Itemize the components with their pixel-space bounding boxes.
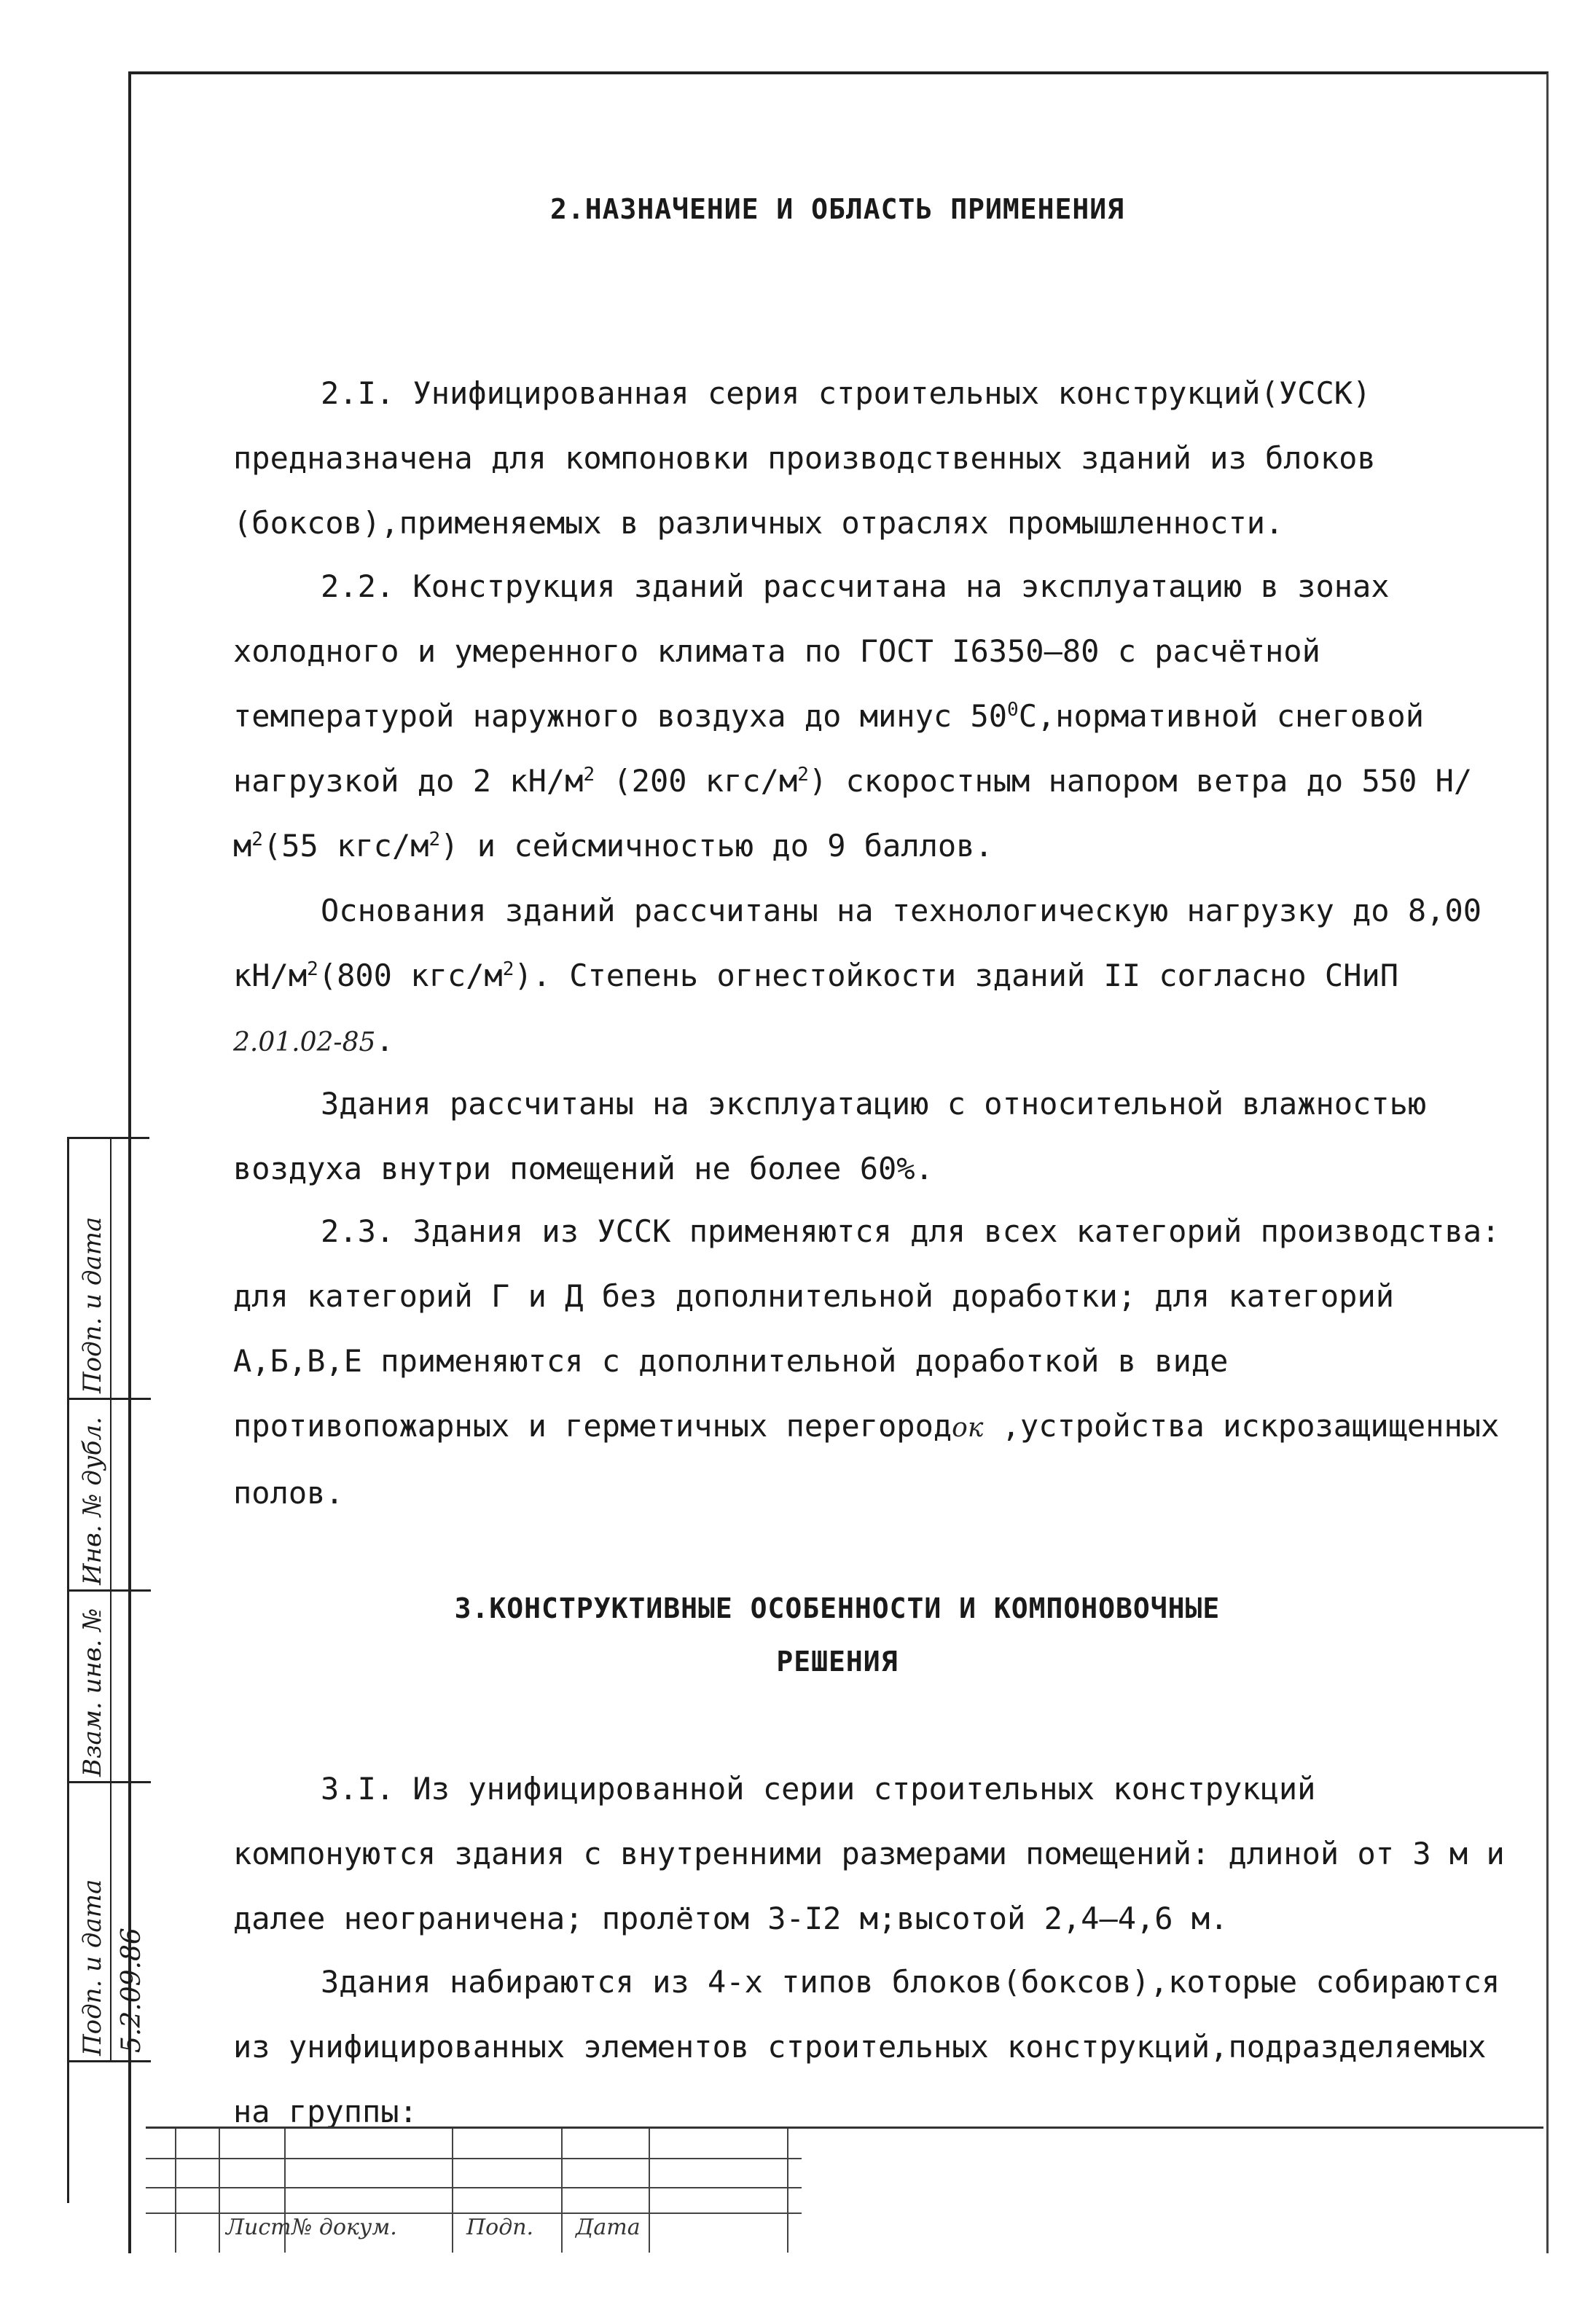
bottom-label-list: Лист xyxy=(226,2215,291,2240)
section-3-paragraph-1: 3.I. Из унифицированной серии строительных конструкций компонуются здания с внутренними размерами помещений: длиной от 3 м и далее неограничена; пролётом 3-I2 м;высотой 2,4–4,6 м. xyxy=(233,1771,1505,1936)
side-label-sign-date: Подп. и дата xyxy=(78,1216,107,1393)
section-3-title-line-2: РЕШЕНИЯ xyxy=(776,1646,899,1678)
section-2-paragraph-3: Основания зданий рассчитаны на технологическую нагрузку до 8,00 $кН/м^2(800$ кгс/$м^2$). Степень огнестойкости зданий II согласно СНиП 2.01.02-85. xyxy=(233,893,1482,1058)
section-2-paragraph-2: 2.2. Конструкция зданий рассчитана на эксплуатацию в зонах холодного и умеренного климата по ГОСТ I6350–80 с расчётной температурой наружного воздуха до минус $50^0С,нормативной$ снеговой нагрузкой до 2 $кН/м^2$ (200 кгс/$м^2$) скоростным напором ветра до 550 $Н/м^2(55$ кгс/$м^2$) и сейсмичностью до 9 баллов. xyxy=(233,568,1473,864)
side-stamp-cell-3 xyxy=(69,1592,110,1783)
bottom-label-doc: № докум. xyxy=(291,2215,397,2240)
section-3-paragraph-2: Здания набираются из 4-х типов блоков(боксов),которые собираются из унифицированных элементов строительных конструкций,подразделяемых на группы: xyxy=(233,1964,1500,2129)
side-label-sign-date-2: Подп. и дата xyxy=(78,1879,107,2056)
handwritten-snip-number: 2.01.02-85 xyxy=(233,1028,376,1057)
section-3-title-line-1: 3.КОНСТРУКТИВНЫЕ ОСОБЕННОСТИ И КОМПОНОВОЧНЫЕ xyxy=(454,1592,1221,1624)
section-2-paragraph-4: Здания рассчитаны на эксплуатацию с относительной влажностью воздуха внутри помещений не более 60%. xyxy=(233,1086,1427,1186)
side-stamp xyxy=(67,1137,149,2203)
side-stamp-date-cell xyxy=(110,1783,151,2062)
side-stamp-cell-4 xyxy=(69,1783,110,2062)
section-2-title: 2.НАЗНАЧЕНИЕ И ОБЛАСТЬ ПРИМЕНЕНИЯ xyxy=(550,193,1124,225)
side-stamp-cell-1 xyxy=(69,1139,110,1400)
side-label-vzam-inv: Взам. инв. № xyxy=(78,1608,107,1777)
section-2-paragraph-1: 2.I. Унифицированная серия строительных конструкций(УССК) предназначена для компоновки производственных зданий из блоков (боксов),применяемых в различных отраслях промышленности. xyxy=(233,375,1376,541)
handwritten-date: 5.2.09.86 xyxy=(117,1928,146,2053)
bottom-label-date: Дата xyxy=(576,2215,641,2240)
side-stamp-cell-2 xyxy=(69,1400,110,1592)
bottom-stamp xyxy=(146,2127,1543,2253)
side-label-inv-dubl: Инв. № дубл. xyxy=(78,1417,107,1585)
bottom-label-sign: Подп. xyxy=(466,2215,534,2240)
section-2-paragraph-5: 2.3. Здания из УССК применяются для всех категорий производства: для категорий Г и Д без дополнительной доработки; для категорий А,Б,В,Е применяются с дополнительной доработкой в виде противопожарных и герметичных перегородок ,устройства искрозащищенных полов. xyxy=(233,1213,1500,1511)
handwritten-correction: ок xyxy=(952,1413,984,1443)
